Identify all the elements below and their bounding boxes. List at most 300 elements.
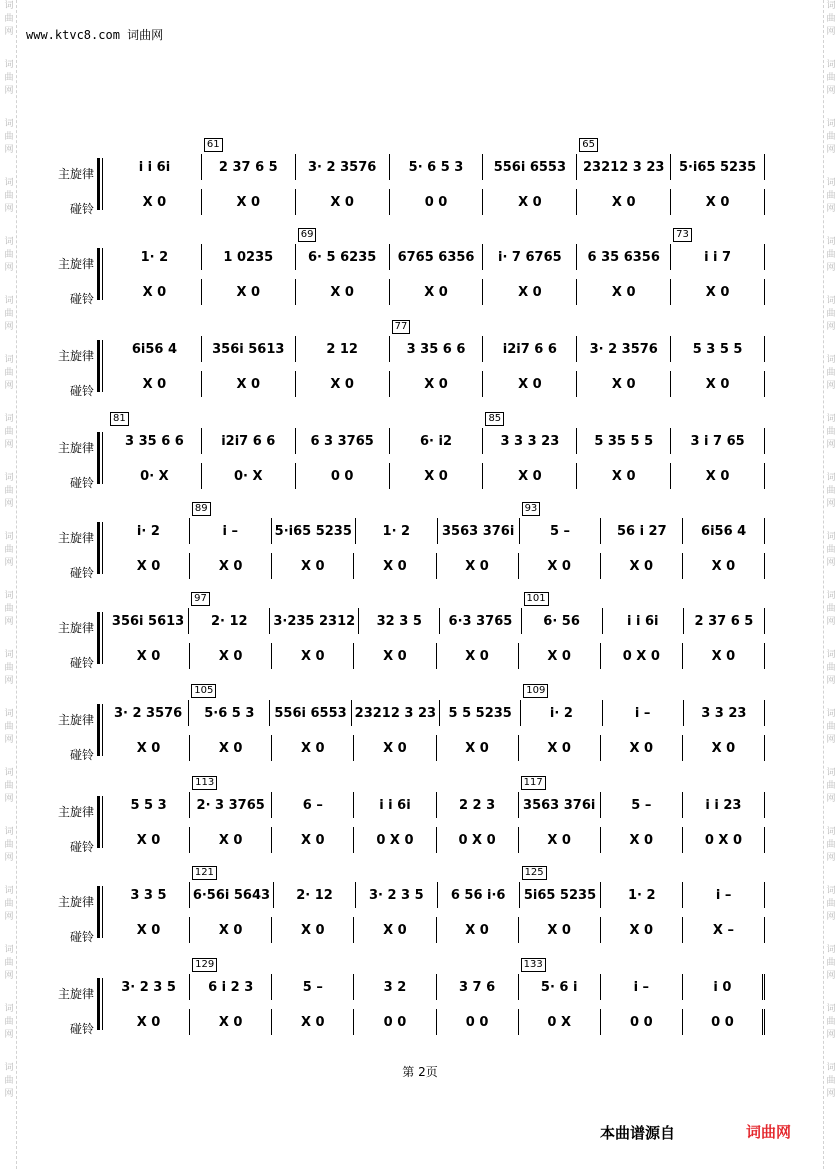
percussion-row xyxy=(108,371,765,397)
measure: 5 – xyxy=(601,792,683,818)
measure: 3 3 5 xyxy=(108,882,190,908)
measure: X 0 xyxy=(519,553,601,579)
measure-cell xyxy=(390,321,484,362)
measure: X 0 xyxy=(577,189,671,215)
measure-cell xyxy=(108,1009,190,1035)
measure: X 0 xyxy=(272,735,354,761)
measure-cell xyxy=(272,917,354,943)
system-brace xyxy=(97,978,100,1030)
watermark-char: 网 xyxy=(4,1089,14,1099)
measure: i· 7 6765 xyxy=(483,244,577,270)
measure: 0 X 0 xyxy=(354,827,436,853)
measure-cell xyxy=(296,428,390,454)
watermark-char: 曲 xyxy=(826,663,836,673)
measure-cell xyxy=(190,1009,272,1035)
watermark-char: 网 xyxy=(826,27,836,37)
watermark-char: 曲 xyxy=(4,427,14,437)
measure: X 0 xyxy=(671,463,765,489)
measure-cell xyxy=(272,792,354,818)
watermark-char: 网 xyxy=(826,499,836,509)
measure-cell xyxy=(270,700,351,726)
watermark-char: 曲 xyxy=(4,486,14,496)
measure-cell xyxy=(296,154,390,180)
measure: i i 6i xyxy=(108,154,202,180)
measure-cell xyxy=(683,643,765,669)
measure: X 0 xyxy=(601,827,683,853)
measure-cell xyxy=(108,413,202,454)
melody-row xyxy=(108,593,765,634)
watermark-char: 词 xyxy=(826,532,836,542)
measure: 3· 2 3576 xyxy=(577,336,671,362)
measure: 3 35 6 6 xyxy=(108,428,202,454)
measure: 0 0 xyxy=(437,1009,519,1035)
watermark-char: 曲 xyxy=(4,545,14,555)
watermark-char: 曲 xyxy=(826,250,836,260)
measure-cell xyxy=(296,463,390,489)
measure-cell xyxy=(352,700,440,726)
measure: 556i 6553 xyxy=(483,154,577,180)
measure-cell xyxy=(356,518,438,544)
measure: i i 6i xyxy=(603,608,684,634)
system-brace xyxy=(97,704,100,756)
measure-cell xyxy=(519,827,601,853)
watermark-char: 曲 xyxy=(826,427,836,437)
watermark-char: 曲 xyxy=(826,1017,836,1027)
measure-cell xyxy=(519,735,601,761)
measure-number: 117 xyxy=(521,776,546,790)
watermark-char: 词 xyxy=(826,1,836,11)
melody-row xyxy=(108,229,765,270)
percussion-row xyxy=(108,553,765,579)
percussion-row xyxy=(108,643,765,669)
system-brace-line xyxy=(102,522,103,574)
measure-cell xyxy=(519,959,601,1000)
measure: X 0 xyxy=(190,827,272,853)
watermark-char: 词 xyxy=(4,237,14,247)
measure-cell xyxy=(483,413,577,454)
measure-cell xyxy=(577,428,671,454)
part-label-percussion: 碰铃 xyxy=(69,384,94,398)
measure: X 0 xyxy=(108,917,190,943)
measure-number: 65 xyxy=(579,138,598,152)
watermark-char: 曲 xyxy=(826,1076,836,1086)
part-label-melody: 主旋律 xyxy=(57,167,94,181)
measure-cell xyxy=(519,643,601,669)
measure: 6· 5 6235 xyxy=(296,244,390,270)
watermark-char: 网 xyxy=(826,971,836,981)
measure: 6 35 6356 xyxy=(577,244,671,270)
watermark-char: 曲 xyxy=(826,73,836,83)
part-label-melody: 主旋律 xyxy=(57,895,94,909)
measure: 6 – xyxy=(272,792,354,818)
measure-cell xyxy=(601,882,683,908)
percussion-row xyxy=(108,735,765,761)
measure: i2i7 6 6 xyxy=(483,336,577,362)
system-brace-line xyxy=(102,340,103,392)
watermark-char: 词 xyxy=(826,237,836,247)
measure-cell xyxy=(483,336,577,362)
watermark-char: 网 xyxy=(826,617,836,627)
watermark-char: 曲 xyxy=(4,132,14,142)
measure: 2 2 3 xyxy=(437,792,519,818)
measure-cell xyxy=(189,593,270,634)
score-system xyxy=(0,321,840,400)
measure-cell xyxy=(483,371,577,397)
watermark-char: 词 xyxy=(4,1004,14,1014)
part-label-melody: 主旋律 xyxy=(57,621,94,635)
measure: i· 2 xyxy=(521,700,602,726)
measure-cell xyxy=(483,154,577,180)
part-label-melody: 主旋律 xyxy=(57,349,94,363)
measure: 0 0 xyxy=(296,463,390,489)
score-system xyxy=(0,685,840,764)
measure-cell xyxy=(354,827,436,853)
measure-cell xyxy=(437,917,519,943)
measure-cell xyxy=(671,428,765,454)
measure-cell xyxy=(296,229,390,270)
measure-cell xyxy=(671,336,765,362)
measure-number: 121 xyxy=(192,866,217,880)
watermark-char: 网 xyxy=(4,263,14,273)
measure: 0 0 xyxy=(601,1009,683,1035)
watermark-char: 词 xyxy=(826,591,836,601)
watermark-char: 曲 xyxy=(4,73,14,83)
measure: X 0 xyxy=(437,917,519,943)
measure-cell xyxy=(520,867,602,908)
measure: X 0 xyxy=(354,643,436,669)
watermark-char: 网 xyxy=(4,381,14,391)
melody-row xyxy=(108,777,765,818)
watermark-char: 曲 xyxy=(4,781,14,791)
measure-cell xyxy=(108,643,190,669)
measure: 0 X xyxy=(519,1009,601,1035)
measure-cell xyxy=(671,279,765,305)
measure: 6i56 4 xyxy=(108,336,202,362)
measure: X 0 xyxy=(519,827,601,853)
measure: 1· 2 xyxy=(601,882,683,908)
measure-cell xyxy=(354,553,436,579)
measure-cell xyxy=(108,700,189,726)
measure: X 0 xyxy=(683,735,765,761)
measure-cell xyxy=(390,371,484,397)
measure-cell xyxy=(359,608,440,634)
watermark-char: 网 xyxy=(4,853,14,863)
watermark-char: 曲 xyxy=(4,1017,14,1027)
measure-number: 93 xyxy=(522,502,541,516)
watermark-char: 曲 xyxy=(826,604,836,614)
watermark-char: 网 xyxy=(4,735,14,745)
measure-cell xyxy=(577,336,671,362)
measure: X 0 xyxy=(190,643,272,669)
watermark-char: 网 xyxy=(4,204,14,214)
measure-cell xyxy=(601,792,683,818)
measure-cell xyxy=(437,827,519,853)
watermark-char: 网 xyxy=(4,86,14,96)
measure: X 0 xyxy=(190,1009,272,1035)
measure-number: 101 xyxy=(524,592,549,606)
measure: X 0 xyxy=(601,553,683,579)
measure-cell xyxy=(108,371,202,397)
measure-cell xyxy=(108,518,190,544)
watermark-char: 曲 xyxy=(4,309,14,319)
measure-cell xyxy=(108,154,202,180)
watermark-char: 网 xyxy=(4,499,14,509)
measure: X 0 xyxy=(390,463,484,489)
watermark-group xyxy=(826,59,835,98)
watermark-char: 词 xyxy=(4,119,14,129)
measure: X 0 xyxy=(108,553,190,579)
measure: 3· 2 3576 xyxy=(108,700,189,726)
measure-cell xyxy=(202,463,296,489)
watermark-char: 词 xyxy=(4,591,14,601)
measure-cell xyxy=(190,735,272,761)
measure: X – xyxy=(683,917,765,943)
watermark-char: 网 xyxy=(826,1089,836,1099)
part-label-percussion: 碰铃 xyxy=(69,656,94,670)
watermark-char: 网 xyxy=(826,381,836,391)
watermark-group xyxy=(4,59,13,98)
measure-cell xyxy=(190,503,272,544)
measure-cell xyxy=(437,792,519,818)
measure-cell xyxy=(390,279,484,305)
measure-cell xyxy=(108,735,190,761)
watermark-char: 网 xyxy=(826,440,836,450)
watermark-char: 词 xyxy=(826,414,836,424)
measure: 0 X 0 xyxy=(683,827,765,853)
measure-cell xyxy=(356,882,438,908)
measure-cell xyxy=(601,735,683,761)
score-system xyxy=(0,959,840,1038)
measure-cell xyxy=(108,792,190,818)
melody-row xyxy=(108,139,765,180)
measure-cell xyxy=(108,882,190,908)
measure-cell xyxy=(437,1009,519,1035)
measure: i i 6i xyxy=(354,792,436,818)
measure-number: 81 xyxy=(110,412,129,426)
watermark-char: 曲 xyxy=(826,958,836,968)
measure-cell xyxy=(202,139,296,180)
measure: i – xyxy=(601,974,683,1000)
measure-cell xyxy=(522,593,603,634)
watermark-char: 词 xyxy=(826,178,836,188)
watermark-char: 曲 xyxy=(4,663,14,673)
measure: 6i56 4 xyxy=(683,518,765,544)
measure-cell xyxy=(272,974,354,1000)
measure-cell xyxy=(684,608,765,634)
system-brace-line xyxy=(102,432,103,484)
watermark-char: 词 xyxy=(4,414,14,424)
melody-row xyxy=(108,413,765,454)
watermark-char: 网 xyxy=(4,617,14,627)
measure: 6· i2 xyxy=(390,428,484,454)
watermark-char: 曲 xyxy=(826,840,836,850)
measure: X 0 xyxy=(683,553,765,579)
measure-cell xyxy=(671,229,765,270)
measure: i – xyxy=(190,518,272,544)
measure: 0 0 xyxy=(390,189,484,215)
melody-row xyxy=(108,503,765,544)
measure: i i 7 xyxy=(671,244,765,270)
measure-cell xyxy=(601,1009,683,1035)
watermark-char: 词 xyxy=(826,60,836,70)
watermark-char: 词 xyxy=(826,768,836,778)
measure: X 0 xyxy=(296,279,390,305)
measure-cell xyxy=(390,189,484,215)
part-label-melody: 主旋律 xyxy=(57,441,94,455)
system-brace-line xyxy=(102,158,103,210)
watermark-char: 网 xyxy=(826,676,836,686)
measure-cell xyxy=(438,882,520,908)
measure-number: 105 xyxy=(191,684,216,698)
part-label-percussion: 碰铃 xyxy=(69,930,94,944)
measure: 5 5 5235 xyxy=(440,700,521,726)
measure: X 0 xyxy=(354,553,436,579)
watermark-char: 词 xyxy=(4,60,14,70)
measure: 0 X 0 xyxy=(601,643,683,669)
measure-cell xyxy=(108,553,190,579)
measure-cell xyxy=(296,279,390,305)
measure: 2· 3 3765 xyxy=(190,792,272,818)
measure: 0 X 0 xyxy=(437,827,519,853)
measure-cell xyxy=(437,643,519,669)
measure-cell xyxy=(108,827,190,853)
watermark-char: 词 xyxy=(4,886,14,896)
measure: X 0 xyxy=(683,643,765,669)
watermark-char: 词 xyxy=(4,768,14,778)
measure-cell xyxy=(671,463,765,489)
part-label-percussion: 碰铃 xyxy=(69,840,94,854)
watermark-char: 网 xyxy=(826,86,836,96)
measure-cell xyxy=(189,685,270,726)
measure: 356i 5613 xyxy=(108,608,189,634)
measure-cell xyxy=(108,279,202,305)
percussion-row xyxy=(108,189,765,215)
source-brand[interactable]: 词曲网 xyxy=(746,1123,792,1141)
watermark-char: 网 xyxy=(4,1030,14,1040)
measure: 3 i 7 65 xyxy=(671,428,765,454)
watermark-char: 曲 xyxy=(826,132,836,142)
measure-cell xyxy=(521,685,602,726)
part-label-percussion: 碰铃 xyxy=(69,202,94,216)
measure: 1· 2 xyxy=(356,518,438,544)
measure: 2· 12 xyxy=(274,882,356,908)
measure: 56 i 27 xyxy=(601,518,683,544)
measure: 0 0 xyxy=(683,1009,765,1035)
watermark-char: 曲 xyxy=(4,1076,14,1086)
measure: X 0 xyxy=(519,735,601,761)
measure-cell xyxy=(520,503,602,544)
system-brace-line xyxy=(102,796,103,848)
measure: 5·i65 5235 xyxy=(671,154,765,180)
watermark-char: 网 xyxy=(4,794,14,804)
watermark-char: 词 xyxy=(4,532,14,542)
watermark-char: 词 xyxy=(826,355,836,365)
measure-cell xyxy=(108,189,202,215)
watermark-char: 网 xyxy=(4,145,14,155)
measure: 5 35 5 5 xyxy=(577,428,671,454)
measure-cell xyxy=(202,371,296,397)
measure-cell xyxy=(683,827,765,853)
melody-row xyxy=(108,321,765,362)
measure: 23212 3 23 xyxy=(577,154,671,180)
measure-cell xyxy=(440,608,521,634)
percussion-row xyxy=(108,917,765,943)
watermark-char: 网 xyxy=(826,204,836,214)
measure-cell xyxy=(272,1009,354,1035)
measure: i – xyxy=(683,882,765,908)
measure: X 0 xyxy=(190,917,272,943)
measure: 6·3 3765 xyxy=(440,608,521,634)
watermark-char: 网 xyxy=(4,912,14,922)
measure: 2 37 6 5 xyxy=(684,608,765,634)
watermark-char: 网 xyxy=(826,1030,836,1040)
measure-number: 73 xyxy=(673,228,692,242)
measure: 6 3 3765 xyxy=(296,428,390,454)
measure: X 0 xyxy=(577,463,671,489)
measure-cell xyxy=(684,700,765,726)
measure-cell xyxy=(437,553,519,579)
watermark-char: 词 xyxy=(4,178,14,188)
measure-cell xyxy=(190,643,272,669)
watermark-char: 词 xyxy=(4,827,14,837)
measure-cell xyxy=(519,777,601,818)
measure: 5 – xyxy=(272,974,354,1000)
measure: X 0 xyxy=(437,735,519,761)
measure-cell xyxy=(202,244,296,270)
measure: 5 – xyxy=(520,518,602,544)
measure-cell xyxy=(483,189,577,215)
site-url[interactable]: www.ktvc8.com xyxy=(26,28,120,42)
watermark-char: 曲 xyxy=(826,781,836,791)
measure-cell xyxy=(296,189,390,215)
measure-cell xyxy=(440,700,521,726)
measure: X 0 xyxy=(577,371,671,397)
measure-cell xyxy=(577,371,671,397)
watermark-char: 词 xyxy=(4,296,14,306)
system-brace xyxy=(97,432,100,484)
watermark-char: 曲 xyxy=(826,722,836,732)
measure-number: 61 xyxy=(204,138,223,152)
measure-cell xyxy=(601,917,683,943)
watermark-char: 词 xyxy=(826,827,836,837)
measure-cell xyxy=(202,336,296,362)
measure-cell xyxy=(390,244,484,270)
measure: X 0 xyxy=(519,643,601,669)
system-brace-line xyxy=(102,612,103,664)
measure: X 0 xyxy=(272,643,354,669)
measure: X 0 xyxy=(483,371,577,397)
measure: X 0 xyxy=(108,371,202,397)
measure: 3563 376i xyxy=(519,792,601,818)
measure: X 0 xyxy=(108,279,202,305)
system-brace xyxy=(97,522,100,574)
measure-number: 97 xyxy=(191,592,210,606)
measure-cell xyxy=(483,244,577,270)
system-brace-line xyxy=(102,886,103,938)
measure-cell xyxy=(519,917,601,943)
measure-cell xyxy=(577,463,671,489)
source-label: 本曲谱源自 xyxy=(600,1124,676,1142)
measure: 3· 2 3576 xyxy=(296,154,390,180)
measure: 3 35 6 6 xyxy=(390,336,484,362)
measure-cell xyxy=(683,917,765,943)
measure: X 0 xyxy=(272,917,354,943)
watermark-char: 词 xyxy=(826,945,836,955)
measure-number: 85 xyxy=(485,412,504,426)
measure: 5 3 5 5 xyxy=(671,336,765,362)
measure: 5 5 3 xyxy=(108,792,190,818)
measure-cell xyxy=(190,553,272,579)
